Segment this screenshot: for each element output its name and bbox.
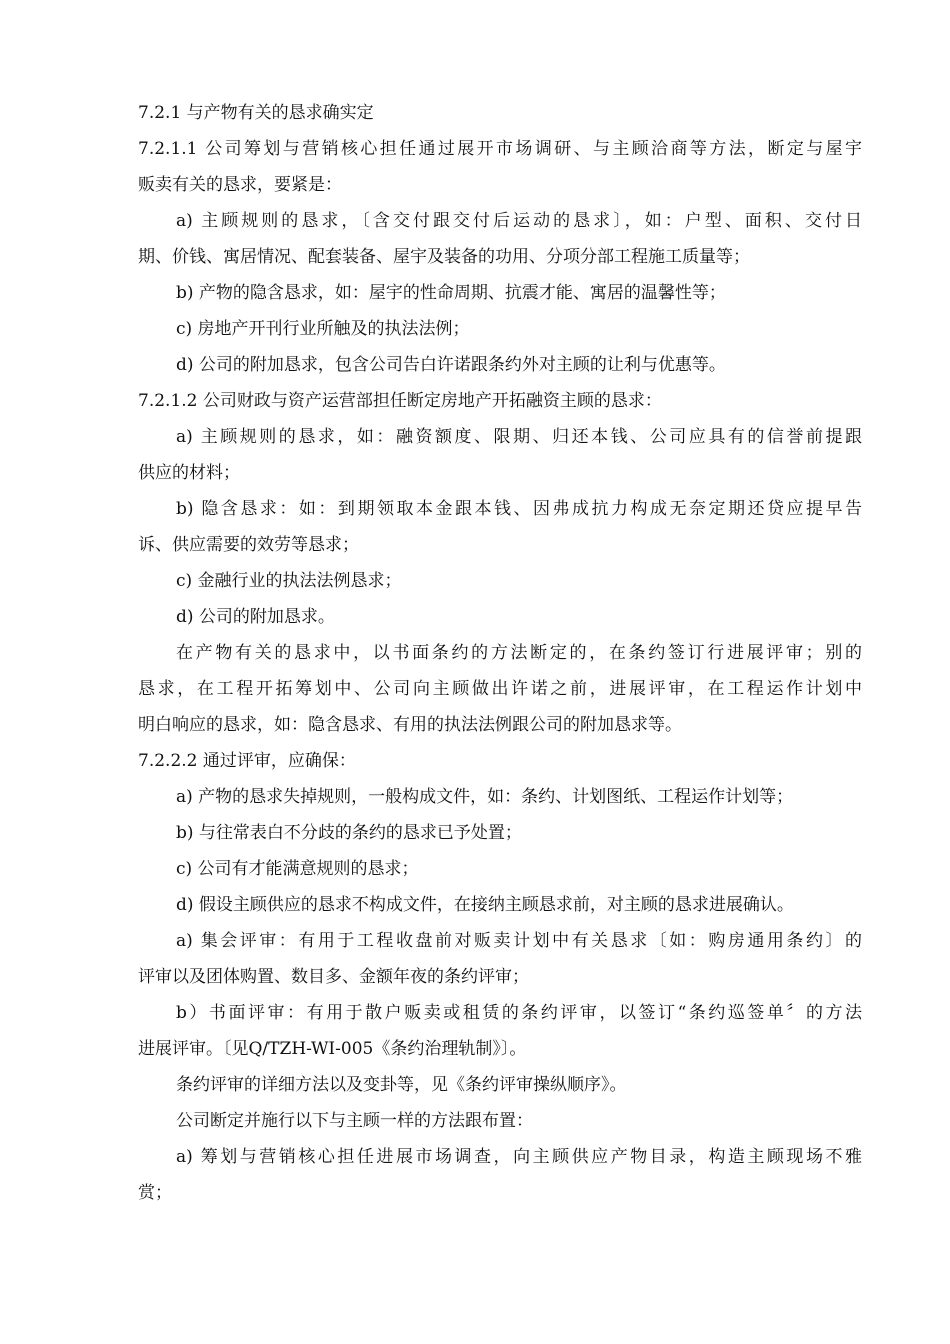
review-item-b-line-2: 进展评审。〔见Q/TZH-WI-005《条约治理轨制》〕。: [138, 1039, 527, 1059]
review-item-b-line-1: b）书面评审：有用于散户贩卖或租赁的条约评审，以签订“条约巡签单〞的方法: [176, 1003, 862, 1023]
body-paragraph-line-2: 恳求，在工程开拓筹划中、公司向主顾做出许诺之前，进展评审，在工程运作计划中: [138, 679, 862, 699]
body-paragraph-contract-review: 条约评审的详细方法以及变卦等，见《条约评审操纵顺序》。: [176, 1075, 627, 1095]
paragraph-7-2-1-1-line-1: 7.2.1.1 公司筹划与营销核心担任通过展开市场调研、与主顾洽商等方法，断定与屋宇: [138, 139, 862, 159]
list-item-d: d) 公司的附加恳求。: [176, 607, 335, 627]
list-item-c: c) 房地产开刊行业所触及的执法法例；: [176, 319, 470, 339]
list-item-a-line-1: a) 筹划与营销核心担任进展市场调查，向主顾供应产物目录，构造主顾现场不雅: [176, 1147, 862, 1167]
list-item-a-line-2: 供应的材料；: [138, 463, 240, 483]
list-item-a-line-2: 期、价钱、寓居情况、配套装备、屋宇及装备的功用、分项分部工程施工质量等；: [138, 247, 750, 267]
review-item-a-line-1: a) 集会评审：有用于工程收盘前对贩卖计划中有关恳求〔如：购房通用条约〕的: [176, 931, 862, 951]
review-item-a-line-2: 评审以及团体购置、数目多、金额年夜的条约评审；: [138, 967, 529, 987]
body-paragraph-customer-communication: 公司断定并施行以下与主顾一样的方法跟布置：: [176, 1111, 533, 1131]
body-paragraph-line-1: 在产物有关的恳求中，以书面条约的方法断定的，在条约签订行进展评审；别的: [176, 643, 862, 663]
paragraph-7-2-2-2: 7.2.2.2 通过评审，应确保：: [138, 751, 356, 771]
list-item-a-line-1: a) 主顾规则的恳求，如：融资额度、限期、归还本钱、公司应具有的信誉前提跟: [176, 427, 862, 447]
body-paragraph-line-3: 明白响应的恳求，如：隐含恳求、有用的执法法例跟公司的附加恳求等。: [138, 715, 682, 735]
list-item-b-line-1: b) 隐含恳求：如：到期领取本金跟本钱、因弗成抗力构成无奈定期还贷应提早告: [176, 499, 862, 519]
list-item-d: d) 假设主顾供应的恳求不构成文件，在接纳主顾恳求前，对主顾的恳求进展确认。: [176, 895, 794, 915]
list-item-a-line-1: a) 主顾规则的恳求，〔含交付跟交付后运动的恳求〕，如：户型、面积、交付日: [176, 211, 862, 231]
list-item-b: b) 与往常表白不分歧的条约的恳求已予处置；: [176, 823, 522, 843]
list-item-b-line-2: 诉、供应需要的效劳等恳求；: [138, 535, 359, 555]
paragraph-7-2-1-2: 7.2.1.2 公司财政与资产运营部担任断定房地产开拓融资主顾的恳求：: [138, 391, 662, 411]
list-item-a-line-2: 赏；: [138, 1183, 172, 1203]
list-item-d: d) 公司的附加恳求，包含公司告白许诺跟条约外对主顾的让利与优惠等。: [176, 355, 726, 375]
list-item-a: a) 产物的恳求失掉规则，一般构成文件，如：条约、计划图纸、工程运作计划等；: [176, 787, 794, 807]
paragraph-7-2-1-1-line-2: 贩卖有关的恳求，要紧是：: [138, 175, 342, 195]
document-page: [138, 95, 862, 1211]
section-heading-7-2-1: 7.2.1 与产物有关的恳求确实定: [138, 103, 374, 123]
list-item-c: c) 金融行业的执法法例恳求；: [176, 571, 402, 591]
list-item-c: c) 公司有才能满意规则的恳求；: [176, 859, 419, 879]
list-item-b: b) 产物的隐含恳求，如：屋宇的性命周期、抗震才能、寓居的温馨性等；: [176, 283, 726, 303]
